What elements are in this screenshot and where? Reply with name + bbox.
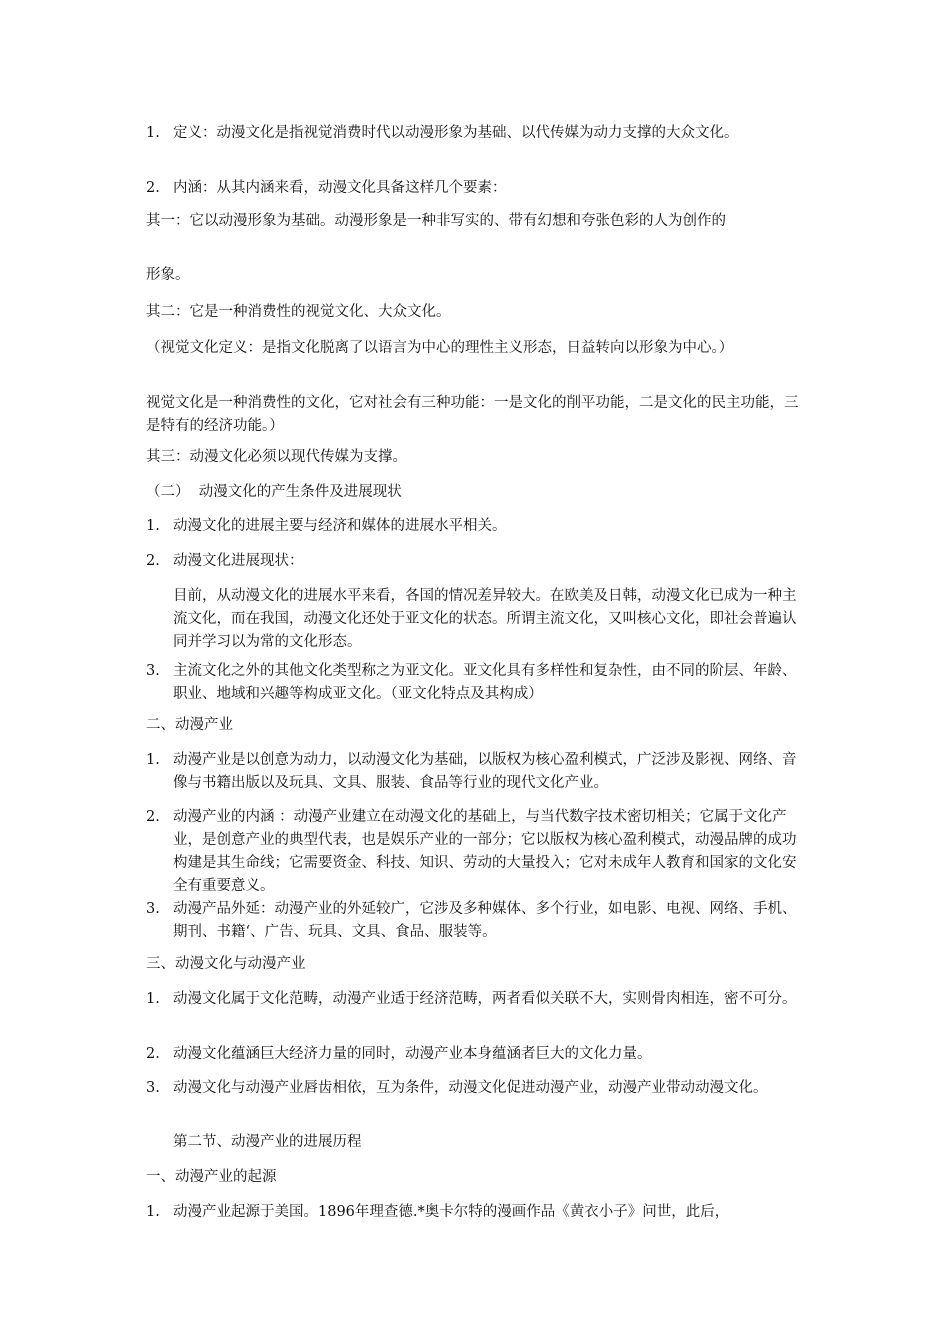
list-item bbox=[146, 1077, 810, 1100]
list-item bbox=[146, 1043, 810, 1066]
list-number: 2. bbox=[146, 1046, 160, 1062]
list-number: 2. bbox=[146, 553, 160, 569]
list-text: 主流文化之外的其他文化类型称之为亚文化。亚文化具有多样性和复杂性，由不同的阶层、年龄、职业、地域和兴趣等构成亚文化。（亚文化特点及其构成） bbox=[173, 663, 797, 702]
paragraph-text: （视觉文化定义：是指文化脱离了以语言为中心的理性主义形态，日益转向以形象为中心。） bbox=[146, 340, 734, 356]
paragraph bbox=[146, 210, 810, 233]
paragraph bbox=[146, 337, 810, 360]
indented-paragraph bbox=[173, 585, 810, 654]
heading-text: 三、动漫文化与动漫产业 bbox=[146, 956, 306, 972]
paragraph-text: 其三：动漫文化必须以现代传媒为支撑。 bbox=[146, 449, 407, 465]
list-item bbox=[146, 550, 810, 573]
list-number: 3. bbox=[146, 901, 160, 917]
paragraph-text: 形象。 bbox=[146, 267, 190, 283]
heading-text: 第二节、动漫产业的进展历程 bbox=[173, 1134, 362, 1150]
list-text: 动漫产业是以创意为动力，以动漫文化为基础，以版权为核心盈利模式，广泛涉及影视、网络、音像与书籍出版以及玩具、文具、服装、食品等行业的现代文化产业。 bbox=[173, 752, 797, 791]
list-number: 3. bbox=[146, 1080, 160, 1096]
section-heading bbox=[146, 481, 810, 504]
list-number: 2. bbox=[146, 809, 160, 825]
paragraph bbox=[146, 446, 810, 469]
list-item bbox=[146, 988, 810, 1011]
list-number: 1. bbox=[146, 752, 160, 768]
list-number: 2. bbox=[146, 180, 160, 196]
list-text: 内涵：从其内涵来看，动漫文化具备这样几个要素： bbox=[173, 180, 507, 196]
heading-text: 一、动漫产业的起源 bbox=[146, 1169, 277, 1185]
section-heading bbox=[146, 714, 810, 737]
heading-text: （二） 动漫文化的产生条件及进展现状 bbox=[146, 484, 402, 500]
list-item-definition bbox=[146, 122, 810, 145]
paragraph-text: 其二：它是一种消费性的视觉文化、大众文化。 bbox=[146, 304, 451, 320]
heading-text: 二、动漫产业 bbox=[146, 717, 233, 733]
list-number: 1. bbox=[146, 125, 160, 141]
paragraph-text: 目前，从动漫文化的进展水平来看，各国的情况差异较大。在欧美及日韩，动漫文化已成为一种主流文化，而在我国，动漫文化还处于亚文化的状态。所谓主流文化，又叫核心文化，即社会普遍认同并学习以为常的文化形态。 bbox=[173, 588, 797, 650]
list-text: 动漫产业起源于美国。1896年理查德.*奥卡尔特的漫画作品《黄衣小子》问世，此后， bbox=[173, 1204, 730, 1220]
paragraph bbox=[146, 264, 810, 287]
list-text: 动漫文化的进展主要与经济和媒体的进展水平相关。 bbox=[173, 518, 507, 534]
list-item bbox=[146, 660, 810, 706]
list-item bbox=[146, 898, 810, 944]
section-heading bbox=[173, 1131, 810, 1154]
list-text: 定义：动漫文化是指视觉消费时代以动漫形象为基础、以代传媒为动力支撑的大众文化。 bbox=[173, 125, 739, 141]
list-number: 1. bbox=[146, 991, 160, 1007]
list-text: 动漫文化进展现状： bbox=[173, 553, 304, 569]
list-item-connotation bbox=[146, 177, 810, 200]
list-text: 动漫文化蕴涵巨大经济力量的同时，动漫产业本身蕴涵者巨大的文化力量。 bbox=[173, 1046, 652, 1062]
list-text: 动漫产业的内涵 ：动漫产业建立在动漫文化的基础上，与当代数字技术密切相关；它属于文化产业，是创意产业的典型代表，也是娱乐产业的一部分；它以版权为核心盈利模式，动漫品牌的成功构建是其生命线；它需要资金、科技、知识、劳动的大量投入；它对未成年人教育和国家的文化安全有重要意义。 bbox=[173, 809, 797, 894]
list-number: 3. bbox=[146, 663, 160, 679]
paragraph-text: 视觉文化是一种消费性的文化，它对社会有三种功能：一是文化的削平功能，二是文化的民主功能，三是特有的经济功能。） bbox=[146, 395, 799, 434]
list-item bbox=[146, 749, 810, 795]
paragraph-text: 其一：它以动漫形象为基础。动漫形象是一种非写实的、带有幻想和夸张色彩的人为创作的 bbox=[146, 213, 726, 229]
paragraph bbox=[146, 301, 810, 324]
list-item bbox=[146, 515, 810, 538]
paragraph bbox=[146, 392, 810, 438]
list-text: 动漫产品外延：动漫产业的外延较广，它涉及多种媒体、多个行业，如电影、电视、网络、手机、期刊、书籍‘、广告、玩具、文具、食品、服装等。 bbox=[173, 901, 797, 940]
list-text: 动漫文化与动漫产业唇齿相依，互为条件，动漫文化促进动漫产业，动漫产业带动动漫文化。 bbox=[173, 1080, 768, 1096]
list-item bbox=[146, 806, 810, 898]
section-heading bbox=[146, 1166, 810, 1189]
list-number: 1. bbox=[146, 1204, 160, 1220]
section-heading bbox=[146, 953, 810, 976]
list-item bbox=[146, 1201, 810, 1224]
list-number: 1. bbox=[146, 518, 160, 534]
list-text: 动漫文化属于文化范畴，动漫产业适于经济范畴，两者看似关联不大，实则骨肉相连，密不可分。 bbox=[173, 991, 797, 1007]
